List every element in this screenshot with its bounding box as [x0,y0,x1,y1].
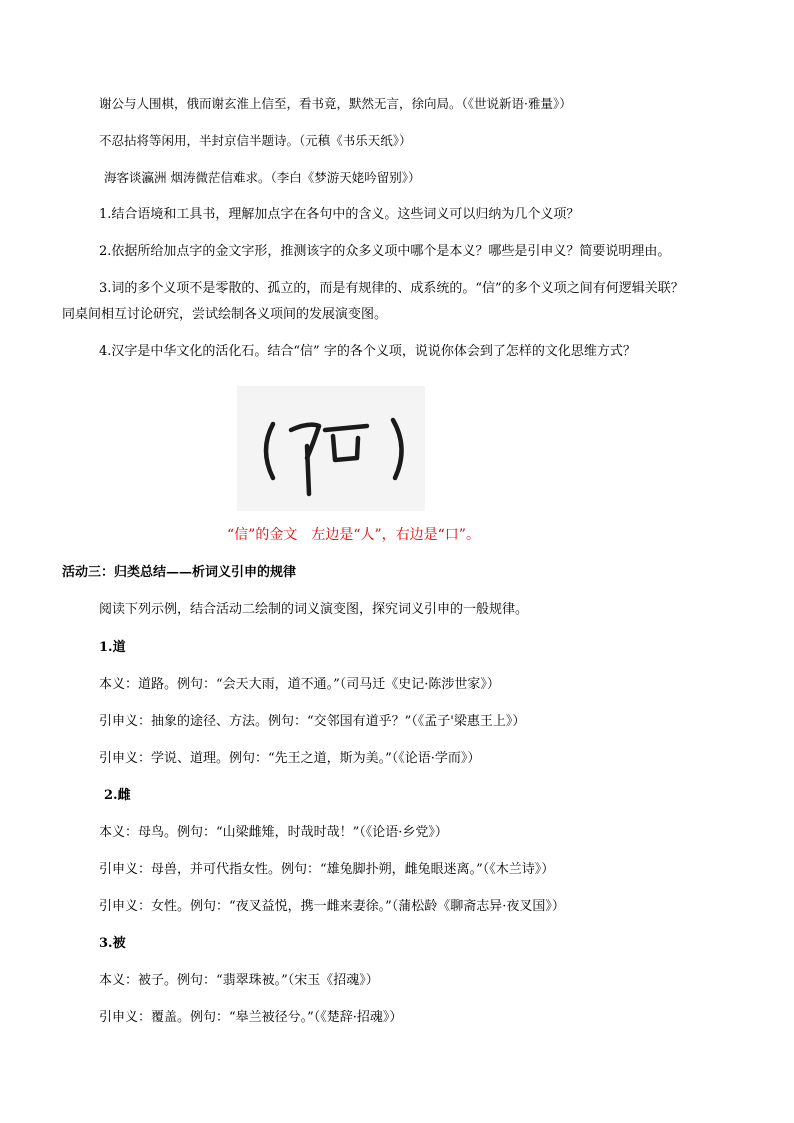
question-4: 4.汉字是中华文化的活化石。结合“信” 字的各个义项，说说你体会到了怎样的文化思维方式？ [99,344,636,359]
meaning-line: 引申义：覆盖。例句：“皋兰被径兮。”（《楚辞·招魂》） [99,1010,403,1025]
activity-intro: 阅读下列示例，结合活动二绘制的词义演变图，探究词义引申的一般规律。 [99,602,529,617]
meaning-line: 引申义：女性。例句：“夜叉益悦，携一雌来妻徐。”（蒲松龄《聊斋志异·夜叉国》） [99,899,565,914]
question-3-continuation: 同桌间相互讨论研究，尝试绘制各义项间的发展演变图。 [62,307,388,322]
quote-line: 海客谈瀛洲 烟涛微茫信难求。（李白《梦游天姥吟留别》） [104,170,421,185]
quote-line: 不忍拈将等闲用，半封京信半题诗。（元稹《书乐天纸》） [99,133,412,148]
meaning-line: 引申义：学说、道理。例句：“先王之道，斯为美。”（《论语·学而》） [99,751,481,766]
item-title-bei: 3.被 [99,936,126,951]
item-title-dao: 1.道 [99,640,126,655]
meaning-line: 本义：被子。例句：“翡翠珠被。”（宋玉《招魂》） [99,973,379,988]
meaning-line: 引申义：抽象的途径、方法。例句：“交邻国有道乎？”（《孟子'梁惠王上》） [99,714,526,729]
meaning-line: 本义：道路。例句：“会天大雨，道不通。”（司马迁《史记·陈涉世家》） [99,677,500,692]
question-2: 2.依据所给加点字的金文字形，推测该字的众多义项中哪个是本义？哪些是引申义？简要说明理由。 [99,244,671,259]
meaning-line: 本义：母鸟。例句：“山梁雌雉，时哉时哉！”（《论语·乡党》） [99,825,448,840]
quote-line: 谢公与人围棋，俄而谢玄淮上信至，看书竟，默然无言，徐向局。（《世说新语·雅量》） [99,96,572,111]
meaning-line: 引申义：母兽，并可代指女性。例句：“雄兔脚扑朔，雌兔眼迷离。”（《木兰诗》） [99,862,555,877]
question-1: 1.结合语境和工具书，理解加点字在各句中的含义。这些词义可以归纳为几个义项？ [99,207,580,222]
section-heading: 活动三：归类总结——析词义引申的规律 [62,565,297,580]
figure-caption: “信”的金文 左边是“人”，右边是“口”。 [227,527,480,543]
bronze-script-xin-glyph [237,386,425,511]
item-title-ci: 2.雌 [104,788,131,803]
bronze-script-xin-image [237,386,425,511]
question-3: 3.词的多个义项不是零散的、孤立的，而是有规律的、成系统的。“信”的多个义项之间有何逻辑关联？ [99,281,684,296]
